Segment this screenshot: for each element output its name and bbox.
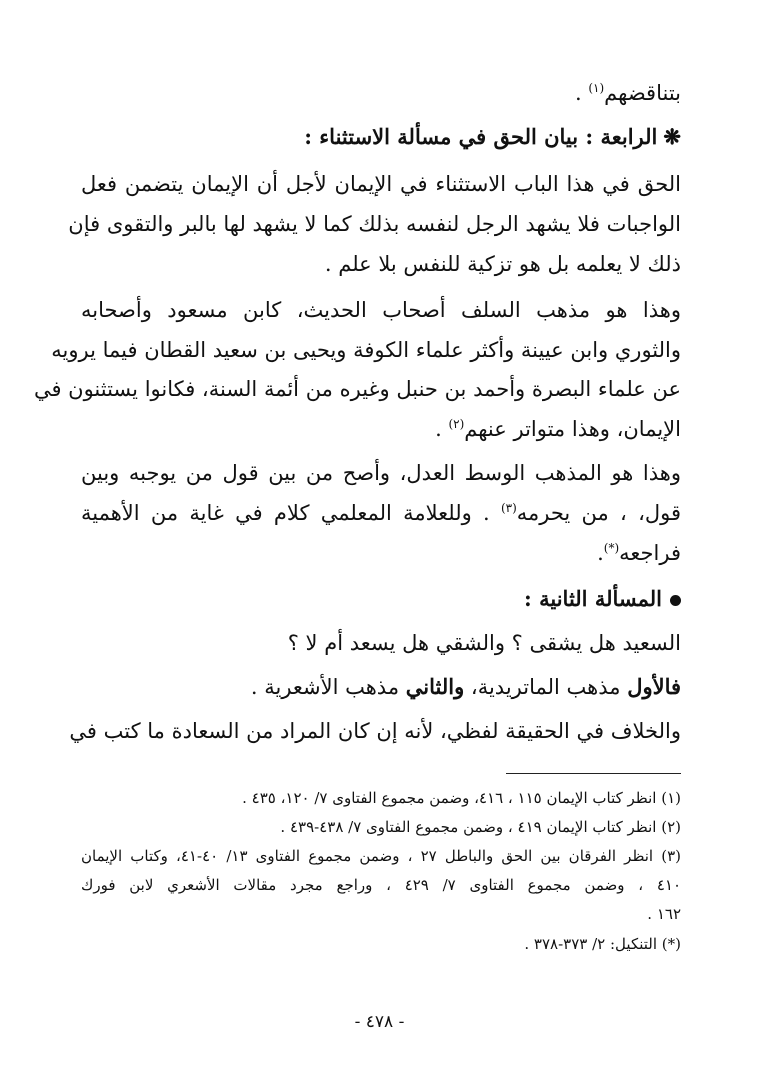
footnote-ref-3[interactable]: (٣)	[500, 501, 517, 515]
footnote-ref-2[interactable]: (٢)	[448, 417, 465, 431]
text-line-3: الحق في هذا الباب الاستثناء في الإيمان لأجل أن الإيمان يتضمن فعل	[81, 172, 681, 196]
footnote-3-cont: ٤١٠ ، وضمن مجموع الفتاوى ٧/ ٤٢٩ ، وراجع مجرد مقالات الأشعري لابن فورك	[81, 876, 681, 894]
footnote-3: (٣) انظر الفرقان بين الحق والباطل ٢٧ ، وضمن مجموع الفتاوى ١٣/ ٤٠-٤١، وكتاب الإيمان	[81, 847, 681, 865]
footnote-star: (*) التنكيل: ٢/ ٣٧٣-٣٧٨ .	[524, 935, 681, 953]
section-heading-fourth: ❋الرابعة : بيان الحق في مسألة الاستثناء :	[304, 124, 681, 149]
star-icon: ❋	[663, 124, 681, 149]
text-line-12: فراجعه(*).	[597, 541, 681, 565]
footnote-1: (١) انظر كتاب الإيمان ١١٥ ، ٤١٦، وضمن مجموع الفتاوى ٧/ ١٢٠، ٤٣٥ .	[242, 789, 681, 807]
text-line-5: ذلك لا يعلمه بل هو تزكية للنفس بلا علم .	[324, 252, 681, 276]
footnote-separator	[506, 773, 681, 774]
text-line-9: الإيمان، وهذا متواتر عنهم$^{(٢)}$ .	[435, 417, 681, 441]
text-line-1: بتناقضهم$^{(١)}$ .	[574, 81, 681, 105]
section-heading-second: المسألة الثانية :	[81, 584, 681, 614]
page-number: - ٤٧٨ -	[354, 1012, 405, 1032]
text-line-10: وهذا هو المذهب الوسط العدل، وأصح من بين قول من يوجبه وبين	[81, 461, 681, 485]
text-line-15: فالأول مذهب الماتريدية، والثاني مذهب الأشعرية .	[250, 674, 681, 699]
text-line-7: والثوري وابن عيينة وأكثر علماء الكوفة ويحيى بن سعيد القطان فيما يرويه	[51, 338, 681, 362]
text-line-11: قول، ، من يحرمه$^{(٣)}$ . وللعلامة المعلمي كلام في غاية من الأهمية	[81, 501, 681, 525]
text-line-4: الواجبات فلا يشهد الرجل لنفسه بذلك كما لا يشهد لها بالبر والتقوى فإن	[68, 212, 681, 236]
footnote-ref-star[interactable]: (*)	[603, 541, 620, 555]
bullet-icon	[670, 595, 681, 606]
footnote-2: (٢) انظر كتاب الإيمان ٤١٩ ، وضمن مجموع الفتاوى ٧/ ٤٣٨-٤٣٩ .	[280, 818, 681, 836]
footnote-3-end: ١٦٢ .	[647, 905, 681, 923]
text-line-8: عن علماء البصرة وأحمد بن حنبل وغيره من أئمة السنة، فكانوا يستثنون في	[33, 377, 681, 401]
text-line-6: وهذا هو مذهب السلف أصحاب الحديث، كابن مسعود وأصحابه	[81, 298, 681, 322]
text-line-16: والخلاف في الحقيقة لفظي، لأنه إن كان المراد من السعادة ما كتب في	[69, 719, 681, 743]
text-line-14: السعيد هل يشقى ؟ والشقي هل يسعد أم لا ؟	[287, 631, 681, 655]
footnote-ref-1[interactable]: (١)	[588, 81, 605, 95]
